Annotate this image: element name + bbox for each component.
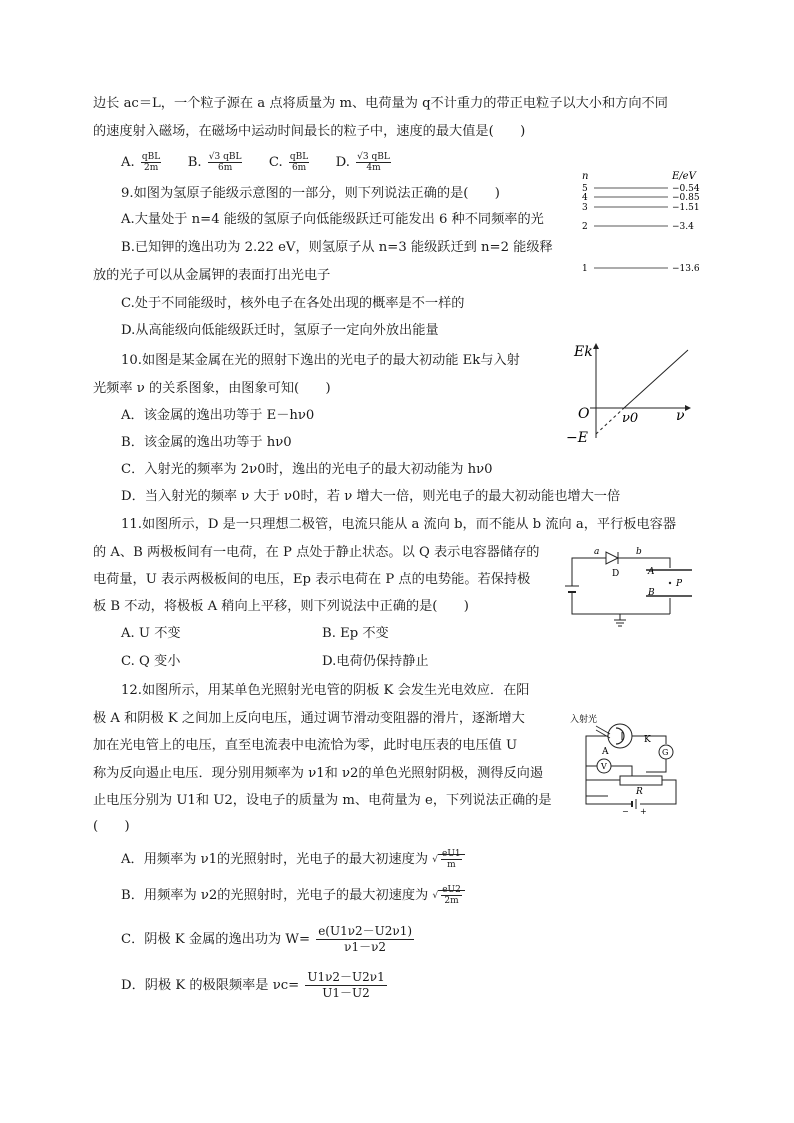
q12-opt-c: C．阴极 K 金属的逸出功为 W= $\frac{e(U1\nu 2-U2\nu 1)}{\nu 1-\nu 2}$ [121, 924, 413, 954]
q8-options [121, 152, 393, 173]
svg-text:G: G [662, 748, 669, 757]
svg-text:3: 3 [582, 203, 588, 213]
q12-opt-d-frac: $\frac{U1\nu 2-U2\nu 1}{U1-U2}$ [307, 970, 385, 1000]
svg-text:−: − [622, 807, 629, 814]
neg-e-label: −E [566, 430, 588, 446]
ground-symbol [614, 614, 626, 626]
level-2 [582, 222, 694, 232]
q8-opt-b: B. [187, 155, 202, 170]
ek-line [624, 350, 688, 408]
q12-line2: 极 A 和阴极 K 之间加上反向电压，通过调节滑动变阻器的滑片，逐渐增大 [93, 711, 525, 726]
q9-opt-a: A.大量处于 n=4 能级的氢原子向低能级跃迁可能发出 6 种不同频率的光 [121, 212, 544, 227]
q8-opt-a-frac: $\frac{\text{qBL}}{2m}$ [141, 152, 161, 173]
svg-text:A: A [648, 567, 655, 577]
q8-line1: 边长 ac＝L，一个粒子源在 a 点将质量为 m、电荷量为 q不计重力的带正电粒子以大小和方向不同 [93, 96, 668, 111]
q10-opt-b: B．该金属的逸出功等于 hν0 [121, 435, 292, 450]
y-axis-label: Ek [574, 344, 593, 360]
energy-level-diagram [576, 168, 706, 278]
svg-text:B: B [648, 588, 655, 598]
svg-text:−0.85: −0.85 [672, 193, 700, 203]
q12-opt-d: D．阴极 K 的极限频率是 νc= $\frac{U1\nu 2-U2\nu 1}{U1-U2}$ [121, 970, 385, 1000]
q9-opt-b-line2: 放的光子可以从金属钾的表面打出光电子 [93, 268, 331, 283]
q11-opt-c: C. Q 变小 [121, 654, 181, 669]
q10-opt-d: D．当入射光的频率 ν 大于 ν0时，若 ν 增大一倍，则光电子的最大初动能也增大一倍 [121, 489, 621, 504]
q12-opt-c-frac: $\frac{e(U1\nu 2-U2\nu 1)}{\nu 1-\nu 2}$ [318, 924, 413, 954]
q12-line6: ( ) [93, 819, 130, 834]
ek-extension-dashed [596, 408, 624, 434]
q11-line2: 的 A、B 两极板间有一电荷，在 P 点处于静止状态。以 Q 表示电容器储存的 [93, 545, 540, 560]
n-label: n [582, 171, 589, 182]
q11-line1: 11.如图所示，D 是一只理想二极管，电流只能从 a 流向 b，而不能从 b 流向 a，平行板电容器 [121, 517, 677, 532]
svg-text:A: A [602, 747, 609, 757]
svg-text:−1.51: −1.51 [672, 203, 700, 213]
battery-symbol [565, 586, 579, 596]
q8-opt-d: D. [335, 155, 350, 170]
q10-opt-a: A．该金属的逸出功等于 E－hν0 [121, 408, 315, 423]
phototube-circuit [566, 704, 696, 814]
diode-symbol [606, 552, 618, 564]
svg-text:−0.54: −0.54 [672, 184, 700, 194]
svg-text:5: 5 [582, 184, 588, 194]
e-label: E/eV [672, 171, 696, 182]
svg-text:b: b [636, 547, 642, 557]
svg-text:−13.6: −13.6 [672, 264, 700, 274]
q11-opt-d: D.电荷仍保持静止 [322, 654, 429, 669]
svg-text:K: K [644, 735, 651, 745]
q12-line1: 12.如图所示，用某单色光照射光电管的阴板 K 会发生光电效应．在阳 [121, 683, 530, 698]
svg-text:P: P [676, 579, 683, 589]
q9-stem: 9.如图为氢原子能级示意图的一部分，则下列说法正确的是( ) [121, 186, 500, 201]
svg-text:4: 4 [582, 193, 588, 203]
svg-text:+: + [640, 807, 647, 814]
origin-label: O [578, 406, 590, 422]
q10-line1: 10.如图是某金属在光的照射下逸出的光电子的最大初动能 Ek与入射 [121, 353, 520, 368]
diode-capacitor-circuit [560, 540, 700, 630]
level-4 [582, 193, 700, 203]
q10-line2: 光频率 ν 的关系图象，由图象可知( ) [93, 381, 331, 396]
ek-frequency-graph [560, 338, 700, 448]
q8-opt-a: A. [121, 155, 135, 170]
svg-text:R: R [636, 787, 643, 797]
q11-line3: 电荷量，U 表示两极板间的电压，Ep 表示电荷在 P 点的电势能。若保持极 [93, 572, 531, 587]
q12-line5: 止电压分别为 U1和 U2，设电子的质量为 m、电荷量为 e，下列说法正确的是 [93, 793, 552, 808]
q12-opt-b: B．用频率为 ν2的光照射时，光电子的最大初速度为 √ $\frac{eU2}{2m}$ [121, 885, 465, 906]
q12-line4: 称为反向遏止电压．现分别用频率为 ν1和 ν2的单色光照射阴极，测得反向遏 [93, 766, 544, 781]
q10-opt-c: C．入射光的频率为 2ν0时，逸出的光电子的最大初动能为 hν0 [121, 462, 493, 477]
q8-opt-c-frac: $\frac{\text{qBL}}{6m}$ [289, 152, 309, 173]
q8-opt-d-frac: $\frac{\text{√3 qBL}}{4m}$ [357, 152, 390, 173]
q12-opt-b-sqrt: √ $\frac{eU2}{2m}$ [432, 885, 464, 906]
v0-label: ν0 [622, 411, 639, 426]
x-axis-label: ν [676, 408, 685, 424]
q11-opt-b: B. Ep 不变 [322, 626, 389, 641]
svg-text:−3.4: −3.4 [672, 222, 694, 232]
svg-text:a: a [594, 547, 600, 557]
svg-text:V: V [601, 762, 607, 771]
rheostat [620, 776, 662, 785]
q9-opt-c: C.处于不同能级时，核外电子在各处出现的概率是不一样的 [121, 296, 465, 311]
q8-opt-b-frac: $\frac{\text{√3 qBL}}{6m}$ [208, 152, 242, 173]
q11-line4: 板 B 不动，将极板 A 稍向上平移，则下列说法中正确的是( ) [93, 599, 469, 614]
q9-opt-b-line1: B.已知钾的逸出功为 2.22 eV，则氢原子从 n=3 能级跃迁到 n=2 能级释 [121, 240, 553, 255]
q12-line3: 加在光电管上的电压，直至电流表中电流恰为零，此时电压表的电压值 U [93, 738, 518, 753]
svg-text:D: D [612, 569, 620, 579]
point-p [669, 582, 671, 584]
svg-text:2: 2 [582, 222, 588, 232]
q11-opt-a: A. U 不变 [121, 626, 181, 641]
incident-light-label: 入射光 [570, 715, 598, 725]
phototube [608, 724, 632, 748]
svg-text:1: 1 [582, 264, 588, 274]
q8-opt-c: C. [268, 155, 283, 170]
level-1 [582, 264, 700, 274]
q12-opt-a-sqrt: √ $\frac{eU1}{m}$ [432, 849, 464, 870]
level-3 [582, 203, 700, 213]
q8-line2: 的速度射入磁场，在磁场中运动时间最长的粒子中，速度的最大值是( ) [93, 124, 526, 139]
q9-opt-d: D.从高能级向低能级跃迁时，氢原子一定向外放出能量 [121, 323, 439, 338]
q12-opt-a: A．用频率为 ν1的光照射时，光电子的最大初速度为 √ $\frac{eU1}{m}$ [121, 849, 465, 870]
